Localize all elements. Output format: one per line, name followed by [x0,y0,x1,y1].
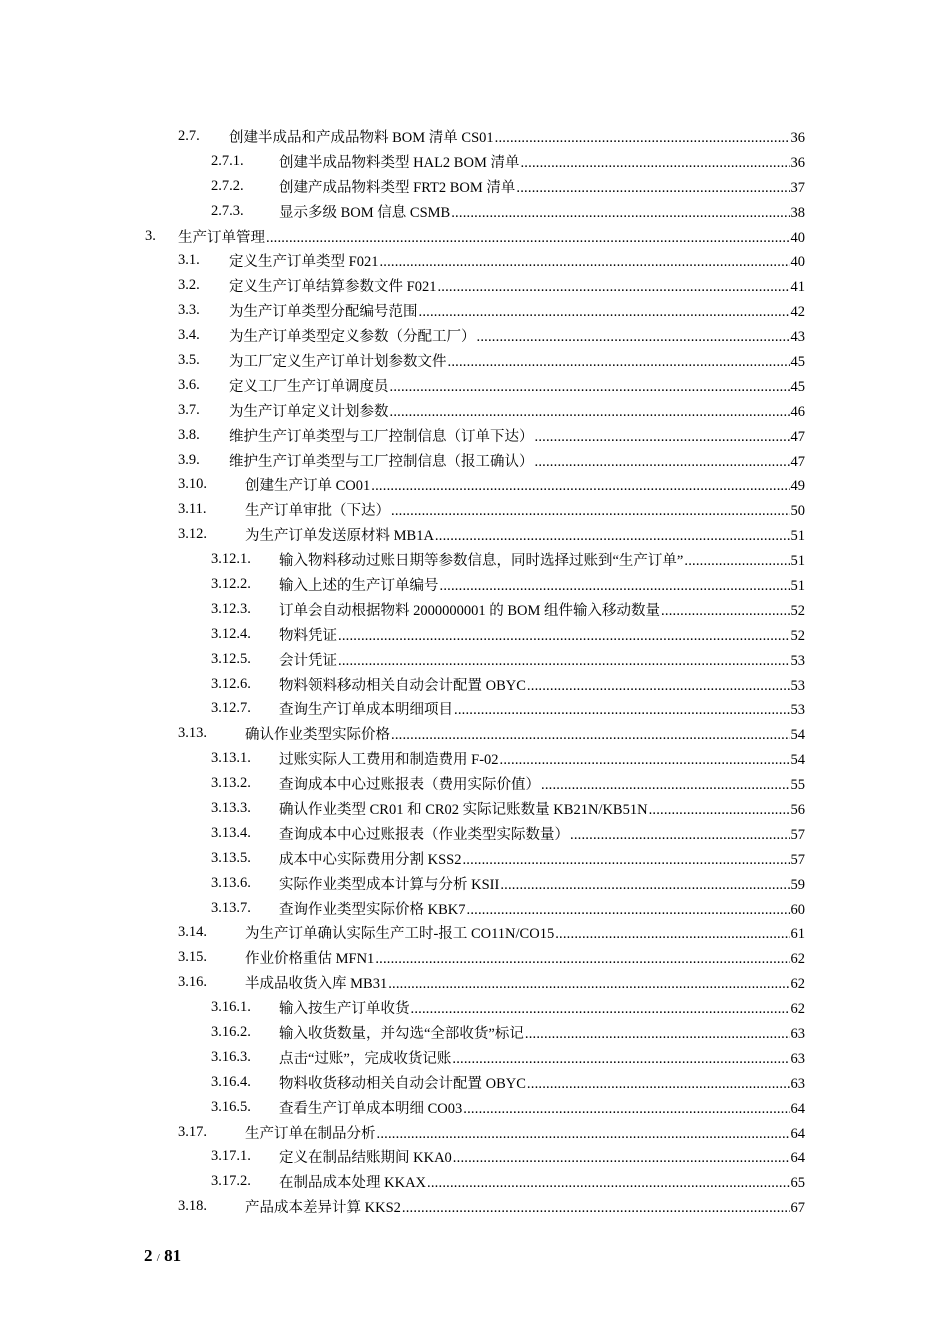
toc-entry-title: 在制品成本处理 KKAX [279,1175,427,1192]
toc-entry-title: 维护生产订单类型与工厂控制信息（报工确认） [229,453,534,470]
toc-entry-page: 64 [790,1125,805,1142]
dot-leader [541,777,790,794]
toc-entry-line [279,873,805,894]
table-of-contents [0,124,950,1219]
toc-entry-page: 43 [790,329,805,346]
toc-entry-line [229,425,805,446]
toc-entry-number: 3.6. [178,376,200,393]
toc-entry-page: 52 [790,602,805,619]
toc-entry[interactable] [0,373,950,398]
toc-entry-title: 订单会自动根据物料 2000000001 的 BOM 组件输入移动数量 [279,602,661,619]
toc-entry[interactable] [0,1194,950,1219]
toc-entry-number: 2.7.1. [211,152,244,169]
dot-leader [390,379,790,396]
dot-leader [467,902,790,919]
toc-entry-page: 57 [790,851,805,868]
dot-leader [266,230,790,247]
dot-leader [477,329,790,346]
toc-entry-page: 63 [790,1050,805,1067]
toc-entry[interactable] [0,821,950,846]
toc-entry-number: 3.17.2. [211,1173,251,1190]
toc-entry-number: 3.17.1. [211,1148,251,1165]
toc-entry-page: 65 [790,1175,805,1192]
toc-entry-number: 3. [145,227,156,244]
toc-entry-line [279,151,805,172]
toc-entry-title: 点击“过账”，完成收货记账 [279,1050,452,1067]
toc-entry-title: 半成品收货入库 MB31 [245,976,388,993]
toc-entry-line [245,524,805,545]
toc-entry-line [229,275,805,296]
toc-entry-title: 输入收货数量，并勾选“全部收货”标记 [279,1026,524,1042]
toc-entry-line [279,898,805,919]
toc-entry[interactable] [0,871,950,896]
toc-entry-line [279,649,805,670]
dot-leader [437,279,789,296]
toc-entry-title: 查询成本中心过账报表（费用实际价值） [279,777,540,794]
toc-entry[interactable] [0,846,950,871]
toc-entry-page: 64 [790,1100,805,1117]
toc-entry-number: 3.12.1. [211,551,251,568]
dot-leader [451,205,789,222]
toc-entry-title: 为生产订单类型定义参数（分配工厂） [229,329,476,346]
toc-entry[interactable] [0,547,950,572]
toc-entry-number: 3.5. [178,351,200,368]
toc-entry[interactable] [0,796,950,821]
toc-entry-page: 63 [790,1075,805,1092]
toc-entry-page: 59 [790,876,805,893]
dot-leader [419,304,790,321]
toc-entry-title: 为生产订单发送原材料 MB1A [245,528,434,545]
toc-entry-title: 创建半成品和产成品物料 BOM 清单 CS01 [229,129,494,146]
toc-entry-line [229,126,805,147]
toc-entry-title: 查看生产订单成本明细 CO03 [279,1100,463,1117]
toc-entry-number: 2.7.2. [211,177,244,194]
dot-leader [379,254,789,271]
toc-entry[interactable] [0,1095,950,1120]
toc-entry-page: 62 [790,951,805,968]
toc-entry[interactable] [0,398,950,423]
dot-leader [388,976,789,993]
toc-entry-page: 55 [790,777,805,794]
dot-leader [535,429,790,446]
dot-leader [338,653,790,670]
toc-entry-title: 创建产成品物料类型 FRT2 BOM 清单 [279,179,516,196]
dot-leader [684,553,789,570]
toc-entry-number: 3.16.2. [211,1024,251,1040]
toc-entry-title: 查询生产订单成本明细项目 [279,702,453,719]
dot-leader [411,1001,790,1018]
toc-entry-number: 3.13. [178,725,207,742]
toc-entry-title: 产品成本差异计算 KKS2 [245,1200,401,1217]
toc-entry-page: 56 [790,801,805,818]
toc-entry[interactable] [0,1045,950,1070]
dot-leader [527,1076,790,1093]
toc-entry-line [279,773,805,794]
toc-entry-title: 输入物料移动过账日期等参数信息，同时选择过账到“生产订单” [279,553,684,570]
toc-entry-number: 3.7. [178,401,200,418]
toc-entry[interactable] [0,721,950,746]
toc-entry-title: 为工厂定义生产订单计划参数文件 [229,353,447,370]
toc-entry[interactable] [0,1070,950,1095]
toc-entry-title: 生产订单审批（下达） [245,503,390,520]
toc-entry-line [279,599,805,620]
toc-entry-number: 3.17. [178,1123,207,1140]
dot-leader [495,130,790,147]
toc-entry-line [279,1097,805,1118]
toc-entry-line [245,1196,805,1217]
toc-entry-page: 46 [790,403,805,420]
dot-leader [500,752,790,769]
toc-entry-line [245,723,805,744]
dot-leader [435,528,790,545]
dot-leader [555,926,789,943]
toc-entry-line [279,674,805,695]
toc-entry-page: 45 [790,353,805,370]
toc-entry-title: 定义在制品结账期间 KKA0 [279,1150,452,1167]
dot-leader [375,951,789,968]
toc-entry-line [279,574,805,595]
toc-entry-title: 输入上述的生产订单编号 [279,577,439,594]
toc-entry-number: 3.12. [178,526,207,543]
toc-entry-title: 输入按生产订单收货 [279,1001,410,1018]
toc-entry-page: 61 [790,926,805,943]
dot-leader [649,802,790,819]
toc-entry[interactable] [0,497,950,522]
toc-entry-line [245,947,805,968]
toc-entry[interactable] [0,672,950,697]
toc-entry[interactable] [0,746,950,771]
toc-entry-number: 3.16.4. [211,1073,251,1090]
toc-entry[interactable] [0,323,950,348]
toc-entry-line [229,250,805,271]
toc-entry-title: 确认作业类型 CR01 和 CR02 实际记账数量 KB21N/KB51N [279,801,648,818]
toc-entry-title: 作业价格重估 MFN1 [245,951,375,968]
toc-entry-line [229,400,805,421]
dot-leader [448,354,790,371]
toc-entry[interactable] [0,622,950,647]
toc-entry[interactable] [0,472,950,497]
dot-leader [462,852,789,869]
toc-entry[interactable] [0,149,950,174]
current-page: 2 [144,1246,153,1265]
dot-leader [463,1101,789,1118]
toc-entry-number: 3.12.7. [211,700,251,717]
toc-entry[interactable] [0,1120,950,1145]
toc-entry-title: 生产订单在制品分析 [245,1125,376,1142]
toc-entry-title: 维护生产订单类型与工厂控制信息（订单下达） [229,428,534,445]
toc-entry-line [279,1171,805,1192]
toc-entry[interactable] [0,945,950,970]
toc-entry[interactable] [0,248,950,273]
toc-entry-line [245,474,805,495]
toc-entry-number: 3.16. [178,974,207,991]
toc-entry-title: 成本中心实际费用分割 KSS2 [279,851,462,868]
toc-entry-page: 60 [790,901,805,918]
toc-entry-title: 会计凭证 [279,652,337,669]
toc-entry-page: 51 [790,577,805,594]
dot-leader [500,877,789,894]
dot-leader [520,155,789,172]
toc-entry-number: 3.11. [178,501,207,518]
toc-entry-number: 3.10. [178,476,207,493]
dot-leader [535,454,790,471]
toc-entry[interactable] [0,970,950,995]
toc-entry-line [245,972,805,993]
toc-entry-page: 52 [790,627,805,644]
toc-entry-page: 64 [790,1150,805,1167]
toc-entry-number: 3.12.5. [211,650,251,667]
toc-entry-page: 38 [790,204,805,221]
toc-entry[interactable] [0,224,950,249]
toc-entry-number: 2.7.3. [211,202,244,219]
dot-leader [527,678,790,695]
toc-entry-number: 3.13.5. [211,849,251,866]
toc-entry-page: 40 [790,254,805,271]
toc-entry-line [229,300,805,321]
toc-entry-page: 37 [790,179,805,196]
toc-entry-line [279,176,805,197]
toc-entry-line [245,499,805,520]
toc-entry[interactable] [0,896,950,921]
toc-entry-number: 3.14. [178,924,207,941]
toc-entry-line [279,823,805,844]
dot-leader [391,727,790,744]
toc-entry[interactable] [0,522,950,547]
dot-leader [427,1175,789,1192]
toc-entry-title: 显示多级 BOM 信息 CSMB [279,204,451,221]
dot-leader [338,628,790,645]
toc-entry-title: 查询成本中心过账报表（作业类型实际数量） [279,826,569,843]
toc-entry-line [279,201,805,222]
toc-entry-title: 创建半成品物料类型 HAL2 BOM 清单 [279,154,520,171]
toc-entry-page: 45 [790,378,805,395]
toc-entry-number: 3.8. [178,426,200,443]
toc-entry-number: 3.12.6. [211,675,251,692]
toc-entry-number: 3.4. [178,327,200,344]
dot-leader [452,1051,789,1068]
toc-entry-title: 定义生产订单类型 F021 [229,254,379,271]
toc-entry-page: 41 [790,279,805,296]
toc-entry-title: 为生产订单定义计划参数 [229,403,389,420]
toc-entry-title: 定义生产订单结算参数文件 F021 [229,279,437,296]
toc-entry-number: 3.16.3. [211,1048,251,1065]
toc-entry-page: 54 [790,752,805,769]
toc-entry-number: 3.3. [178,302,200,319]
toc-entry-number: 3.16.1. [211,999,251,1016]
toc-entry[interactable] [0,597,950,622]
toc-entry-line [279,1072,805,1093]
toc-entry[interactable] [0,448,950,473]
toc-entry-number: 3.13.6. [211,874,251,891]
toc-entry-title: 确认作业类型实际价格 [245,727,390,744]
toc-entry-line [229,450,805,471]
toc-entry-page: 51 [790,528,805,545]
total-pages: 81 [164,1246,182,1265]
toc-entry-page: 40 [790,229,805,246]
dot-leader [516,180,789,197]
toc-entry[interactable] [0,921,950,946]
toc-entry-number: 3.13.2. [211,775,251,792]
toc-entry-line [279,997,805,1018]
toc-entry-page: 62 [790,1001,805,1018]
toc-entry-title: 定义工厂生产订单调度员 [229,378,389,395]
toc-entry-line [279,698,805,719]
toc-entry[interactable] [0,1145,950,1170]
dot-leader [440,578,790,595]
toc-entry-page: 67 [790,1200,805,1217]
toc-entry-line [279,549,805,570]
toc-entry-line [245,1122,805,1143]
toc-entry-number: 3.13.7. [211,899,251,916]
toc-entry-number: 3.15. [178,949,207,966]
toc-entry[interactable] [0,1020,950,1045]
toc-entry-line [279,748,805,769]
dot-leader [391,503,790,520]
toc-entry[interactable] [0,1169,950,1194]
page-separator: / [156,1252,160,1264]
toc-entry-page: 36 [790,154,805,171]
toc-entry-line [279,798,805,819]
dot-leader [390,404,790,421]
toc-entry-title: 查询作业类型实际价格 KBK7 [279,901,466,918]
toc-entry-number: 3.13.3. [211,799,251,816]
toc-entry-title: 物料凭证 [279,627,337,644]
toc-entry-title: 为生产订单类型分配编号范围 [229,304,418,321]
toc-entry[interactable] [0,771,950,796]
toc-entry-page: 54 [790,727,805,744]
toc-entry[interactable] [0,572,950,597]
toc-entry-page: 53 [790,677,805,694]
toc-entry[interactable] [0,124,950,149]
toc-entry-page: 50 [790,503,805,520]
dot-leader [661,603,789,620]
toc-entry[interactable] [0,273,950,298]
dot-leader [454,702,790,719]
toc-entry-number: 3.12.2. [211,575,251,592]
toc-entry-number: 3.2. [178,277,200,294]
toc-entry-line [229,325,805,346]
page-number [144,1246,181,1266]
toc-entry-page: 42 [790,304,805,321]
toc-entry-number: 3.1. [178,252,200,269]
toc-entry-title: 创建生产订单 CO01 [245,478,371,495]
toc-entry[interactable] [0,348,950,373]
dot-leader [371,478,789,495]
dot-leader [525,1026,790,1043]
toc-entry-page: 51 [790,553,805,570]
dot-leader [377,1126,790,1143]
toc-entry-title: 过账实际人工费用和制造费用 F-02 [279,752,499,769]
toc-entry-line [229,375,805,396]
toc-entry-number: 2.7. [178,127,200,144]
toc-entry-title: 物料领料移动相关自动会计配置 OBYC [279,677,526,694]
toc-entry-line [279,1047,805,1068]
dot-leader [570,827,790,844]
toc-entry-number: 3.16.5. [211,1098,251,1115]
toc-entry-title: 生产订单管理 [178,229,265,246]
toc-entry-page: 53 [790,702,805,719]
toc-entry[interactable] [0,696,950,721]
toc-entry-line [245,922,805,943]
toc-entry-page: 47 [790,428,805,445]
dot-leader [453,1150,790,1167]
toc-entry-line [279,624,805,645]
toc-entry-page: 62 [790,976,805,993]
toc-entry-line [279,1022,805,1043]
toc-entry[interactable] [0,647,950,672]
toc-entry-line [229,350,805,371]
dot-leader [402,1200,790,1217]
toc-entry-page: 53 [790,652,805,669]
toc-entry[interactable] [0,423,950,448]
toc-entry[interactable] [0,995,950,1020]
toc-entry-page: 36 [790,129,805,146]
toc-entry-number: 3.12.3. [211,600,251,617]
toc-entry-page: 57 [790,826,805,843]
toc-entry-title: 实际作业类型成本计算与分析 KSII [279,876,500,893]
toc-entry[interactable] [0,174,950,199]
toc-entry-page: 49 [790,478,805,495]
toc-entry-number: 3.13.4. [211,824,251,841]
toc-entry[interactable] [0,298,950,323]
toc-entry-line [279,848,805,869]
toc-entry[interactable] [0,199,950,224]
toc-entry-number: 3.9. [178,451,200,468]
toc-entry-line [178,226,805,247]
toc-entry-page: 47 [790,453,805,470]
toc-entry-number: 3.12.4. [211,625,251,642]
toc-entry-number: 3.18. [178,1198,207,1215]
toc-entry-number: 3.13.1. [211,750,251,767]
toc-entry-line [279,1146,805,1167]
toc-entry-title: 为生产订单确认实际生产工时-报工 CO11N/CO15 [245,926,555,943]
toc-entry-title: 物料收货移动相关自动会计配置 OBYC [279,1075,526,1092]
toc-entry-page: 63 [790,1026,805,1042]
